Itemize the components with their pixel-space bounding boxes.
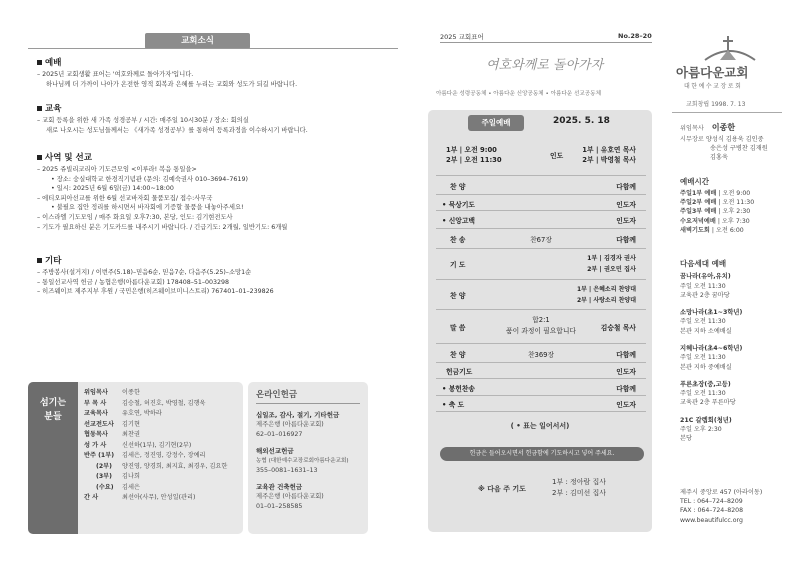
offering-heading: 해외선교헌금 xyxy=(256,447,294,455)
bullet-square-icon xyxy=(37,60,42,65)
staff-row: 간 사 최선아(사무), 안성일(관리) xyxy=(84,494,196,501)
offering-heading: 십일조, 감사, 절기, 기타헌금 xyxy=(256,411,340,419)
news-line: – 통일선교사역 헌금 / 농협은행(아름다운교회) 178408–51–003298 xyxy=(37,278,230,286)
staff-list xyxy=(84,388,240,504)
bullet-square-icon xyxy=(37,258,42,263)
staff-row: 성 가 사 신선하(1부), 김기현(2부) xyxy=(84,441,192,449)
divider xyxy=(436,395,646,396)
news-line: – 이스라엘 기도모임 / 매주 화요일 오후7:30, 본당, 인도: 김기현전도사 xyxy=(37,213,233,221)
worship-tab: 주일예배 xyxy=(468,115,524,131)
offering-account: 01–01–258585 xyxy=(256,503,303,510)
ministry-group: 21C 갈렙회(청년) 주일 오후 2:30 본당 xyxy=(680,416,732,443)
divider xyxy=(436,194,646,195)
worship-item: 찬 양 1부 | 은혜소리 찬양대 2부 | 사랑소리 찬양대 xyxy=(450,286,636,304)
news-line: – 에티오피아선교를 위한 6월 선교바자회 물품모집/ 접수:사무국 xyxy=(37,194,213,202)
next-prayer-names: 1부 : 정아람 집사 2부 : 김미선 집사 xyxy=(552,478,607,497)
news-line: • 불필요 집안 정리를 하시면서 바자회에 기증할 물품을 내놓아주세요! xyxy=(51,204,244,212)
divider xyxy=(436,378,646,379)
staff-row: 위임목사 이종한 xyxy=(84,389,140,396)
offering-bank: 제주은행 (아름다운교회) xyxy=(256,421,324,428)
news-line: – 2025 쥬빌리코리아 기도큰모임 <이루라! 복음 통일을> xyxy=(37,166,197,173)
divider xyxy=(436,175,646,176)
ministry-group: 소망나라(초1~3학년) 주일 오전 11:30 본관 지하 소예배실 xyxy=(680,308,743,335)
offering-bank: 농협 (대한예수교장로회아름다운교회) xyxy=(256,458,349,464)
offering-bank: 제주은행 (아름다운교회) xyxy=(256,493,324,500)
news-section-tab: 교회소식 xyxy=(145,33,250,49)
news-misc-section xyxy=(37,254,397,297)
staff-row: (2부) 양진영, 양경희, 최지효, 최경우, 김요한 xyxy=(96,462,228,470)
bullet-square-icon xyxy=(37,106,42,111)
church-denomination: 대한예수교장로회 xyxy=(684,83,743,90)
offering-notice: 헌금은 들어오시면서 헌금함에 기도하시고 넣어 주세요. xyxy=(440,447,644,461)
offering-account: 355–0081–1631–13 xyxy=(256,467,318,474)
bullet-square-icon xyxy=(37,155,42,160)
church-building-icon xyxy=(700,30,760,66)
ministry-group: 푸른초장(중,고등) 주일 오전 11:30 교육관 2층 푸른마당 xyxy=(680,380,736,407)
staff-row: 협동목사 최찬권 xyxy=(84,431,140,438)
news-line: – 주방봉사(설거지) / 이번주(5.18)–믿음6순, 믿음7순, 다음주(5.25)–소망1순 xyxy=(37,269,252,276)
service-times: 1부 | 오전 9:00 2부 | 오전 11:30 인도 1부 | 유호연 목사 2부 | 박영철 목사 xyxy=(446,146,636,164)
staff-row: (3부) 김나희 xyxy=(96,473,140,480)
news-line: – 히즈웨이브 제주지부 후원 / 국민은행(히즈웨이브미니스트리) 767401–01–239826 xyxy=(37,288,274,296)
news-worship-section xyxy=(37,56,397,89)
divider xyxy=(436,411,646,412)
church-founded: 교회창립 1998. 7. 13 xyxy=(686,101,746,108)
phone: TEL : 064–724–8209 xyxy=(680,498,743,506)
divider xyxy=(440,42,652,43)
online-offering-title: 온라인헌금 xyxy=(256,388,360,404)
divider xyxy=(436,362,646,363)
section-title: 사역 및 선교 xyxy=(45,153,92,163)
divider xyxy=(436,228,646,229)
next-gen-worship: 다음세대 예배 꿈나라(유아,유치) 주일 오전 11:30 교육관 2층 꿈마당 소망나라(초1~3학년) 주일 오전 11:30 본관 지하 소예배실 지혜나라(초4~6학년) 주일 오전 11:30 본관 지하 중예배실 푸른초장(중,고등) 주일 오전 11:30 교육관 2층 푸른마당 21C 갈렙회(청년) 주일 오후 2:30 본당 xyxy=(680,258,790,444)
divider xyxy=(672,112,782,113)
divider xyxy=(436,210,646,211)
church-name: 아름다운교회 xyxy=(676,65,749,80)
staff-panel-title: 섬기는 분들 xyxy=(28,382,78,534)
news-mission-section xyxy=(37,151,397,232)
section-title: 교육 xyxy=(45,104,62,114)
motto-label: 2025 교회표어 xyxy=(440,33,484,41)
website-link[interactable]: www.beautifulcc.org xyxy=(680,516,743,524)
slogan-subtitles: 아름다운 성령공동체 • 아름다운 신앙공동체 • 아름다운 선교공동체 xyxy=(436,91,601,97)
divider xyxy=(436,279,646,280)
section-title: 기타 xyxy=(45,256,62,266)
staff-row: 반주 (1부) 김세은, 정진영, 강정수, 장예리 xyxy=(84,452,206,459)
next-prayer-label: ※ 다음 주 기도 xyxy=(478,485,526,493)
pastor-info: 위임목사 이종한 xyxy=(680,123,736,132)
worship-item: 말 씀 합2:1 품이 과정이 필요합니다 김승철 목사 xyxy=(450,316,636,335)
ministry-group: 지혜나라(초4~6학년) 주일 오전 11:30 본관 지하 중예배실 xyxy=(680,344,743,371)
staff-row: 교육목사 유호연, 박하라 xyxy=(84,410,162,417)
standing-note: ( • 표는 일어서서) xyxy=(510,422,570,430)
worship-item: 기 도 1부 | 김경자 권사 2부 | 권오민 집사 xyxy=(450,255,636,273)
news-line: • 일시: 2025년 6월 6일(금) 14:00~18:00 xyxy=(51,185,174,193)
news-line: – 기도가 필요하신 분은 기도카드를 내주시기 바랍니다. / 긴급기도: 2개월, 일반기도: 6개월 xyxy=(37,223,288,231)
staff-row: 부 목 사 김승철, 허진호, 박영철, 김행욱 xyxy=(84,399,206,407)
section-title: 예배 xyxy=(45,58,62,68)
issue-number: No.28–20 xyxy=(618,32,652,40)
news-education-section xyxy=(37,102,397,135)
online-offering-panel xyxy=(248,382,368,534)
address: 제주시 중앙로 457 (아라이동) xyxy=(680,489,763,496)
church-logo xyxy=(700,30,760,66)
divider xyxy=(436,343,646,344)
church-contact xyxy=(680,488,795,525)
ministry-group: 꿈나라(유아,유치) 주일 오전 11:30 교육관 2층 꿈마당 xyxy=(680,273,731,299)
divider xyxy=(436,248,646,249)
staff-row: 선교전도사 김기현 xyxy=(84,420,140,428)
offering-heading: 교육관 건축헌금 xyxy=(256,483,303,491)
worship-date: 2025. 5. 18 xyxy=(553,116,610,126)
news-line: 새로 나오시는 성도님들께서는 《새가족 성경공부》를 통하여 등록과정을 이수하시기 바랍니다. xyxy=(46,126,308,134)
divider xyxy=(28,48,398,49)
news-line: – 2025년 교회생활 표어는 '여호와께로 돌아가자'입니다. xyxy=(37,71,194,78)
news-line: • 장소: 숭실대학교 한경직기념관 (문의: 김예숙권사 010–3694–7619) xyxy=(51,175,248,183)
staff-row: (수요) 김세은 xyxy=(96,483,140,491)
elders-info: 시무장로 양성식 김용욱 김인중 송은성 구병찬 김재원 김홍욱 xyxy=(680,136,768,162)
offering-account: 62–01–016927 xyxy=(256,431,303,438)
news-line: – 교회 등록을 위한 새 가족 성경공부 / 시간: 매주일 10시30분 / 장소: 회의실 xyxy=(37,117,249,124)
church-slogan: 여호와께로 돌아가자 xyxy=(486,58,604,73)
divider xyxy=(436,309,646,310)
news-line: 하나님께 더 가까이 나아가 온전한 영적 회복과 은혜를 누리는 교회와 성도가 되길 바랍니다. xyxy=(46,80,298,88)
fax: FAX : 064–724–8208 xyxy=(680,507,744,515)
worship-times: 예배시간 주일1부 예배 | 오전 9:00 주일2부 예배 | 오전 11:30 주일3부 예배 | 오후 2:30 수요저녁예배 | 오후 7:30 새벽기도회 | 오전 6:00 xyxy=(680,177,755,234)
